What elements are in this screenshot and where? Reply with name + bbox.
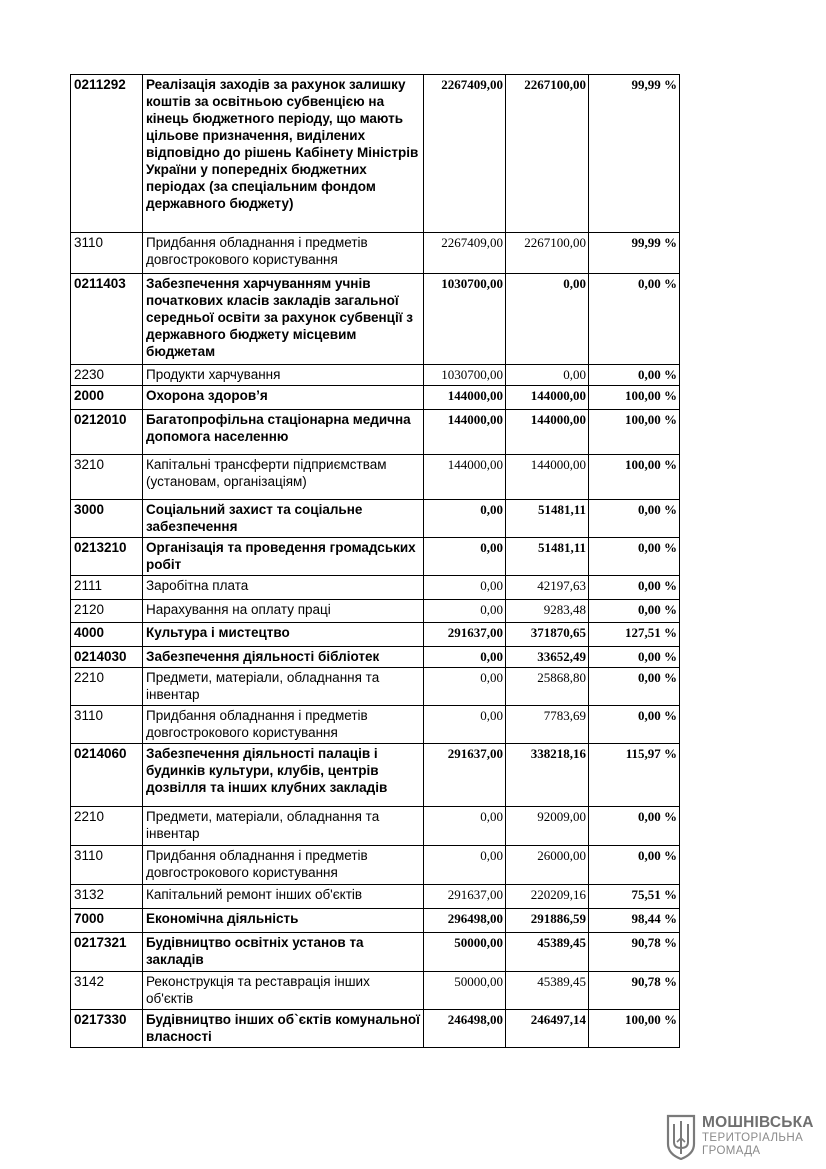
percent-cell: 0,00 % — [589, 500, 680, 538]
logo-subtitle-line1: ТЕРИТОРІАЛЬНА — [702, 1132, 804, 1144]
code-cell: 0214060 — [71, 744, 143, 807]
code-cell: 2120 — [71, 600, 143, 623]
percent-cell: 98,44 % — [589, 909, 680, 933]
code-cell: 0211292 — [71, 75, 143, 233]
name-cell: Нарахування на оплату праці — [143, 600, 424, 623]
name-cell: Економічна діяльність — [143, 909, 424, 933]
table-row — [71, 386, 680, 410]
table-row — [71, 885, 680, 909]
code-cell: 2000 — [71, 386, 143, 410]
name-cell: Капітальні трансферти підприємствам (установам, організаціям) — [143, 455, 424, 500]
plan-amount-cell: 291637,00 — [424, 623, 506, 647]
plan-amount-cell: 291637,00 — [424, 885, 506, 909]
plan-amount-cell: 0,00 — [424, 538, 506, 576]
code-cell: 3110 — [71, 706, 143, 744]
fact-amount-cell: 371870,65 — [506, 623, 589, 647]
percent-cell: 100,00 % — [589, 455, 680, 500]
code-cell: 0213210 — [71, 538, 143, 576]
name-cell: Предмети, матеріали, обладнання та інвентар — [143, 668, 424, 706]
table-row — [71, 933, 680, 972]
name-cell: Придбання обладнання і предметів довгострокового користування — [143, 233, 424, 274]
name-cell: Реалізація заходів за рахунок залишку коштів за освітньою субвенцією на кінець бюджетного періоду, що мають цільове призначення, виділених відповідно до рішень Кабінету Міністрів України у попередніх бюджетних періодах (за спеціальним фондом державного бюджету) — [143, 75, 424, 233]
plan-amount-cell: 0,00 — [424, 807, 506, 846]
fact-amount-cell: 9283,48 — [506, 600, 589, 623]
table-row — [71, 455, 680, 500]
name-cell: Соціальний захист та соціальне забезпечення — [143, 500, 424, 538]
name-cell: Багатопрофільна стаціонарна медична допомога населенню — [143, 410, 424, 455]
code-cell: 3132 — [71, 885, 143, 909]
percent-cell: 0,00 % — [589, 576, 680, 600]
code-cell: 3110 — [71, 233, 143, 274]
percent-cell: 0,00 % — [589, 846, 680, 885]
code-cell: 2230 — [71, 365, 143, 386]
table-row — [71, 972, 680, 1010]
name-cell: Організація та проведення громадських робіт — [143, 538, 424, 576]
plan-amount-cell: 50000,00 — [424, 972, 506, 1010]
code-cell: 0212010 — [71, 410, 143, 455]
code-cell: 2210 — [71, 807, 143, 846]
table-row — [71, 623, 680, 647]
plan-amount-cell: 2267409,00 — [424, 233, 506, 274]
name-cell: Забезпечення діяльності бібліотек — [143, 647, 424, 668]
plan-amount-cell: 144000,00 — [424, 386, 506, 410]
plan-amount-cell: 291637,00 — [424, 744, 506, 807]
code-cell: 3142 — [71, 972, 143, 1010]
percent-cell: 0,00 % — [589, 668, 680, 706]
percent-cell: 90,78 % — [589, 972, 680, 1010]
code-cell: 0214030 — [71, 647, 143, 668]
fact-amount-cell: 144000,00 — [506, 386, 589, 410]
percent-cell: 100,00 % — [589, 386, 680, 410]
plan-amount-cell: 0,00 — [424, 668, 506, 706]
fact-amount-cell: 51481,11 — [506, 500, 589, 538]
fact-amount-cell: 26000,00 — [506, 846, 589, 885]
percent-cell: 100,00 % — [589, 410, 680, 455]
name-cell: Капітальний ремонт інших об'єктів — [143, 885, 424, 909]
code-cell: 2210 — [71, 668, 143, 706]
code-cell: 0217330 — [71, 1010, 143, 1048]
fact-amount-cell: 33652,49 — [506, 647, 589, 668]
fact-amount-cell: 0,00 — [506, 365, 589, 386]
table-row — [71, 846, 680, 885]
table-row — [71, 538, 680, 576]
fact-amount-cell: 291886,59 — [506, 909, 589, 933]
name-cell: Забезпечення харчуванням учнів початкових класів закладів загальної середньої освіти за рахунок субвенції з державного бюджету місцевим бюджетам — [143, 274, 424, 365]
trident-emblem-icon — [666, 1114, 696, 1160]
percent-cell: 115,97 % — [589, 744, 680, 807]
fact-amount-cell: 42197,63 — [506, 576, 589, 600]
plan-amount-cell: 0,00 — [424, 500, 506, 538]
name-cell: Будівництво освітніх установ та закладів — [143, 933, 424, 972]
table-row — [71, 807, 680, 846]
name-cell: Продукти харчування — [143, 365, 424, 386]
table-row — [71, 274, 680, 365]
fact-amount-cell: 0,00 — [506, 274, 589, 365]
logo-name: МОШНІВСЬКА — [702, 1114, 814, 1131]
fact-amount-cell: 2267100,00 — [506, 233, 589, 274]
plan-amount-cell: 1030700,00 — [424, 274, 506, 365]
plan-amount-cell: 2267409,00 — [424, 75, 506, 233]
plan-amount-cell: 144000,00 — [424, 410, 506, 455]
code-cell: 3210 — [71, 455, 143, 500]
code-cell: 4000 — [71, 623, 143, 647]
percent-cell: 99,99 % — [589, 75, 680, 233]
name-cell: Реконструкція та реставрація інших об'єктів — [143, 972, 424, 1010]
table-row — [71, 668, 680, 706]
logo-subtitle-line2: ГРОМАДА — [702, 1145, 761, 1157]
fact-amount-cell: 144000,00 — [506, 410, 589, 455]
table-row — [71, 744, 680, 807]
table-row — [71, 909, 680, 933]
budget-table — [70, 74, 680, 1048]
plan-amount-cell: 296498,00 — [424, 909, 506, 933]
plan-amount-cell: 50000,00 — [424, 933, 506, 972]
table-row — [71, 706, 680, 744]
code-cell: 3110 — [71, 846, 143, 885]
code-cell: 0211403 — [71, 274, 143, 365]
plan-amount-cell: 0,00 — [424, 600, 506, 623]
fact-amount-cell: 144000,00 — [506, 455, 589, 500]
fact-amount-cell: 7783,69 — [506, 706, 589, 744]
table-row — [71, 500, 680, 538]
name-cell: Заробітна плата — [143, 576, 424, 600]
fact-amount-cell: 45389,45 — [506, 933, 589, 972]
percent-cell: 127,51 % — [589, 623, 680, 647]
percent-cell: 0,00 % — [589, 365, 680, 386]
percent-cell: 0,00 % — [589, 538, 680, 576]
table-row — [71, 233, 680, 274]
table-row — [71, 1010, 680, 1048]
code-cell: 3000 — [71, 500, 143, 538]
name-cell: Охорона здоров’я — [143, 386, 424, 410]
percent-cell: 0,00 % — [589, 706, 680, 744]
percent-cell: 100,00 % — [589, 1010, 680, 1048]
name-cell: Будівництво інших об`єктів комунальної власності — [143, 1010, 424, 1048]
percent-cell: 0,00 % — [589, 600, 680, 623]
table-row — [71, 600, 680, 623]
code-cell: 0217321 — [71, 933, 143, 972]
name-cell: Предмети, матеріали, обладнання та інвентар — [143, 807, 424, 846]
fact-amount-cell: 246497,14 — [506, 1010, 589, 1048]
plan-amount-cell: 0,00 — [424, 846, 506, 885]
plan-amount-cell: 246498,00 — [424, 1010, 506, 1048]
fact-amount-cell: 92009,00 — [506, 807, 589, 846]
budget-table-body — [71, 75, 680, 1048]
table-row — [71, 365, 680, 386]
name-cell: Придбання обладнання і предметів довгострокового користування — [143, 706, 424, 744]
plan-amount-cell: 0,00 — [424, 576, 506, 600]
code-cell: 7000 — [71, 909, 143, 933]
code-cell: 2111 — [71, 576, 143, 600]
percent-cell: 0,00 % — [589, 274, 680, 365]
table-row — [71, 576, 680, 600]
percent-cell: 99,99 % — [589, 233, 680, 274]
name-cell: Придбання обладнання і предметів довгострокового користування — [143, 846, 424, 885]
plan-amount-cell: 144000,00 — [424, 455, 506, 500]
percent-cell: 0,00 % — [589, 807, 680, 846]
fact-amount-cell: 2267100,00 — [506, 75, 589, 233]
community-logo — [666, 1114, 816, 1162]
fact-amount-cell: 338218,16 — [506, 744, 589, 807]
fact-amount-cell: 25868,80 — [506, 668, 589, 706]
fact-amount-cell: 51481,11 — [506, 538, 589, 576]
plan-amount-cell: 1030700,00 — [424, 365, 506, 386]
table-row — [71, 647, 680, 668]
table-row — [71, 75, 680, 233]
percent-cell: 75,51 % — [589, 885, 680, 909]
name-cell: Культура і мистецтво — [143, 623, 424, 647]
fact-amount-cell: 220209,16 — [506, 885, 589, 909]
name-cell: Забезпечення діяльності палаців і будинків культури, клубів, центрів дозвілля та інших клубних закладів — [143, 744, 424, 807]
fact-amount-cell: 45389,45 — [506, 972, 589, 1010]
table-row — [71, 410, 680, 455]
plan-amount-cell: 0,00 — [424, 706, 506, 744]
plan-amount-cell: 0,00 — [424, 647, 506, 668]
percent-cell: 0,00 % — [589, 647, 680, 668]
percent-cell: 90,78 % — [589, 933, 680, 972]
